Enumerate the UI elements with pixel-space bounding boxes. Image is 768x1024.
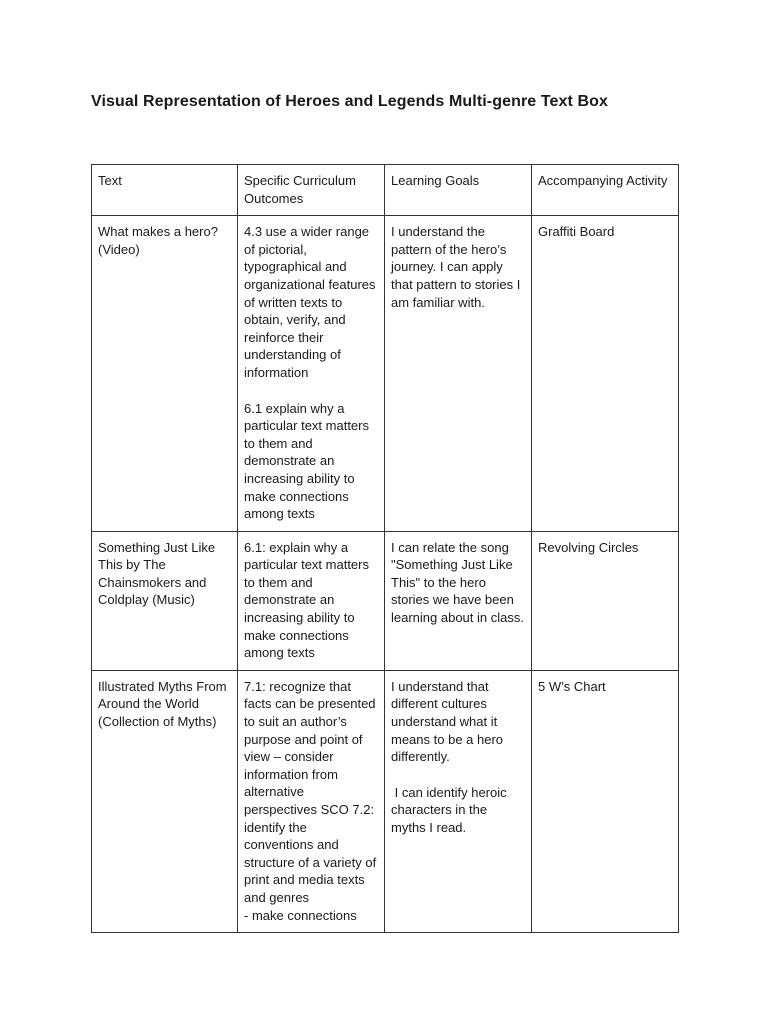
outcome-paragraph: 6.1 explain why a particular text matters to them and demonstrate an increasing ability to make connections among texts [244, 400, 369, 522]
cell-activity: Graffiti Board [532, 216, 679, 532]
header-cell-goals: Learning Goals [385, 165, 532, 216]
outcome-paragraph: - make connections [244, 907, 357, 923]
cell-text: Something Just Like This by The Chainsmokers and Coldplay (Music) [92, 531, 238, 670]
table-row [92, 531, 679, 670]
goal-paragraph: I understand that different cultures understand what it means to be a hero differently. [391, 678, 504, 765]
header-cell-activity: Accompanying Activity [532, 165, 679, 216]
cell-goals [385, 531, 532, 670]
outcome-paragraph: 6.1: explain why a particular text matters to them and demonstrate an increasing ability to make connections among texts [244, 539, 369, 661]
cell-text: What makes a hero? (Video) [92, 216, 238, 532]
outcome-paragraph: 4.3 use a wider range of pictorial, typographical and organizational features of written texts to obtain, verify, and reinforce their understanding of information [244, 224, 376, 380]
header-cell-text: Text [92, 165, 238, 216]
cell-activity: 5 W’s Chart [532, 670, 679, 932]
cell-outcomes [238, 216, 385, 532]
cell-goals [385, 216, 532, 532]
curriculum-table [91, 164, 679, 933]
cell-goals [385, 670, 532, 932]
cell-outcomes [238, 670, 385, 932]
table-header-row [92, 165, 679, 216]
goal-paragraph: I can relate the song "Something Just Like This" to the hero stories we have been learning about in class. [391, 539, 524, 626]
header-cell-outcomes: Specific Curriculum Outcomes [238, 165, 385, 216]
goal-paragraph: I can identify heroic characters in the myths I read. [391, 784, 511, 835]
outcome-paragraph: 7.1: recognize that facts can be presented to suit an author’s purpose and point of view – consider information from alternative perspectives SCO 7.2: identify the conventions and structure of a variety of print and media texts and genres [244, 678, 377, 905]
document-title: Visual Representation of Heroes and Legends Multi-genre Text Box [91, 93, 609, 110]
goal-paragraph: I understand the pattern of the hero’s journey. I can apply that pattern to stories I am familiar with. [391, 224, 521, 310]
table-row [92, 216, 679, 532]
cell-activity: Revolving Circles [532, 531, 679, 670]
cell-outcomes [238, 531, 385, 670]
cell-text: Illustrated Myths From Around the World (Collection of Myths) [92, 670, 238, 932]
table-row [92, 670, 679, 932]
